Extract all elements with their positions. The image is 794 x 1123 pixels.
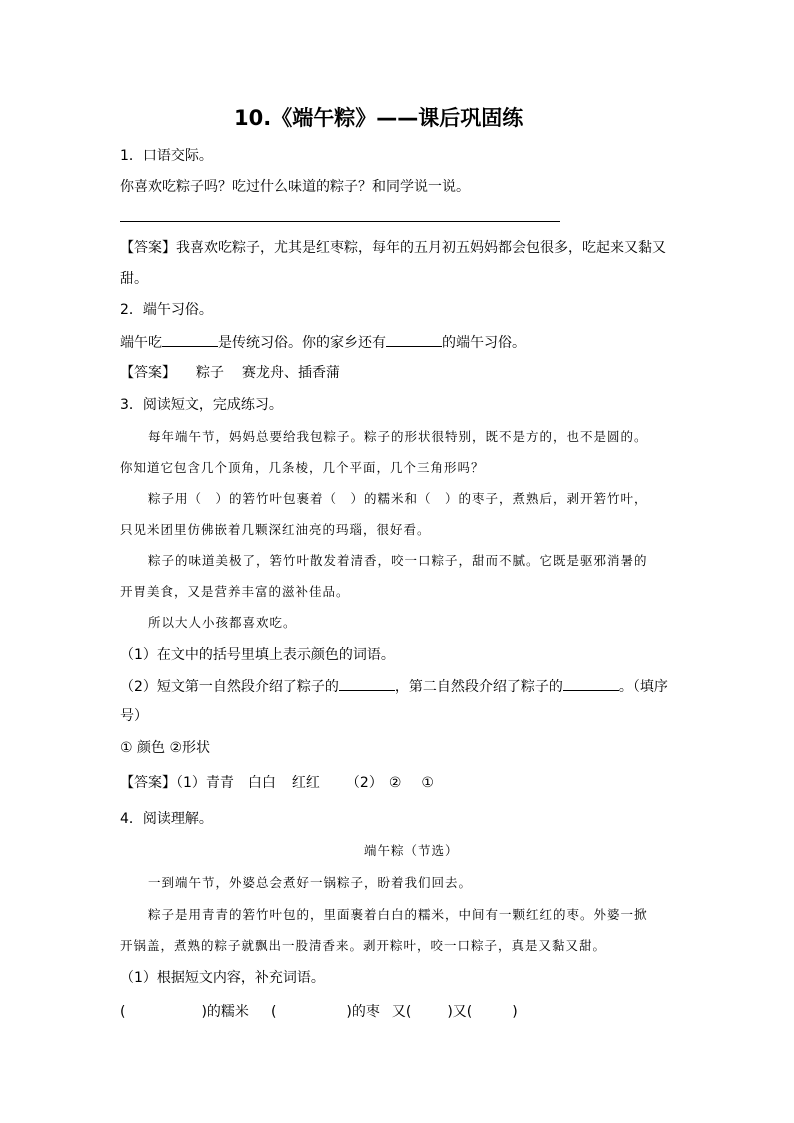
q3-blank-1[interactable]: [339, 676, 395, 691]
q4-fill-open-1: (: [120, 1004, 126, 1020]
q3-passage-line: 粽子的味道美极了，箬竹叶散发着清香，咬一口粽子，甜而不腻。它既是驱邪消暑的: [148, 553, 648, 568]
q4-fill-row: [120, 1002, 518, 1022]
q3-heading: 3．阅读短文，完成练习。: [120, 397, 283, 413]
q4-heading: 4．阅读理解。: [120, 811, 213, 827]
q3-answer-part: ①: [421, 775, 434, 791]
q4-passage-line: 一到端午节，外婆总会煮好一锅粽子，盼着我们回去。: [148, 875, 473, 890]
q2-answer-1: 粽子: [196, 365, 224, 381]
q4-fill-open-2: (: [270, 1004, 277, 1020]
q1-answer-line: [120, 221, 560, 222]
q2-answer-label: 【答案】: [120, 365, 176, 381]
q2-part1: 端午吃: [120, 335, 162, 351]
q1-answer-line1: 【答案】我喜欢吃粽子，尤其是红枣粽，每年的五月初五妈妈都会包很多，吃起来又黏又: [120, 240, 666, 256]
q3-answer-part: 白白: [247, 775, 276, 791]
q2-part3: 的端午习俗。: [442, 335, 526, 351]
q3-passage-line: 开胃美食，又是营养丰富的滋补佳品。: [120, 584, 350, 599]
q1-answer-line2: 甜。: [120, 271, 148, 287]
q2-heading: 2．端午习俗。: [120, 302, 213, 318]
q4-fill-label-3: 又(: [391, 1004, 412, 1020]
q2-part2: 是传统习俗。你的家乡还有: [218, 335, 386, 351]
q3-sub2-continued: 号）: [120, 708, 148, 724]
q2-fill-sentence: [120, 332, 526, 353]
q3-sub2-part-b: ，第二自然段介绍了粽子的: [394, 679, 563, 695]
q3-answer-part: （2）: [345, 775, 383, 791]
q4-sub1: （1）根据短文内容，补充词语。: [120, 970, 325, 986]
q4-fill-label-2: )的枣: [346, 1004, 380, 1020]
q4-passage-line: 粽子是用青青的箬竹叶包的，里面裹着白白的糯米，中间有一颗红红的枣。外婆一掀: [148, 907, 648, 922]
q3-passage-line: 粽子用（ ）的箬竹叶包裹着（ ）的糯米和（ ）的枣子，煮熟后，剥开箬竹叶，: [148, 491, 648, 506]
q2-answer: [120, 363, 340, 383]
q3-sub2: [120, 676, 668, 697]
q3-passage-line: 只见米团里仿佛嵌着几颗深红油亮的玛瑙，很好看。: [120, 522, 431, 537]
q3-blank-2[interactable]: [563, 676, 619, 691]
q3-options: ① 颜色 ②形状: [120, 740, 211, 756]
q3-passage-line: 所以大人小孩都喜欢吃。: [148, 615, 297, 630]
q4-passage-title: 端午粽（节选）: [364, 843, 459, 858]
q2-blank-1[interactable]: [162, 332, 218, 347]
page-title: 10.《端午粽》——课后巩固练: [234, 106, 524, 130]
q3-sub2-part-a: （2）短文第一自然段介绍了粽子的: [120, 679, 339, 695]
q1-prompt: 你喜欢吃粽子吗？吃过什么味道的粽子？和同学说一说。: [120, 179, 470, 195]
q2-answer-2: 赛龙舟、插香蒲: [242, 365, 340, 381]
q4-passage-line: 开锅盖，煮熟的粽子就飘出一股清香来。剥开粽叶，咬一口粽子，真是又黏又甜。: [120, 938, 607, 953]
q3-answer-part: （1）青青: [176, 775, 234, 791]
q4-fill-close: ): [512, 1004, 518, 1020]
q2-blank-2[interactable]: [386, 332, 442, 347]
q4-fill-label-1: )的糯米: [201, 1004, 249, 1020]
q3-sub2-part-c: 。（填序: [618, 679, 668, 695]
q3-passage-line: 你知道它包含几个顶角，几条棱，几个平面，几个三角形吗？: [120, 460, 485, 475]
q3-answer: [120, 773, 434, 793]
q3-passage-line: 每年端午节，妈妈总要给我包粽子。粽子的形状很特别，既不是方的，也不是圆的。: [148, 429, 648, 444]
q1-heading: 1．口语交际。: [120, 148, 213, 164]
q4-fill-label-4: )又(: [447, 1004, 473, 1020]
q3-answer-label: 【答案】: [120, 775, 176, 791]
q3-sub1: （1）在文中的括号里填上表示颜色的词语。: [120, 647, 395, 663]
q3-answer-part: ②: [388, 775, 402, 791]
q3-answer-part: 红红: [291, 775, 320, 791]
